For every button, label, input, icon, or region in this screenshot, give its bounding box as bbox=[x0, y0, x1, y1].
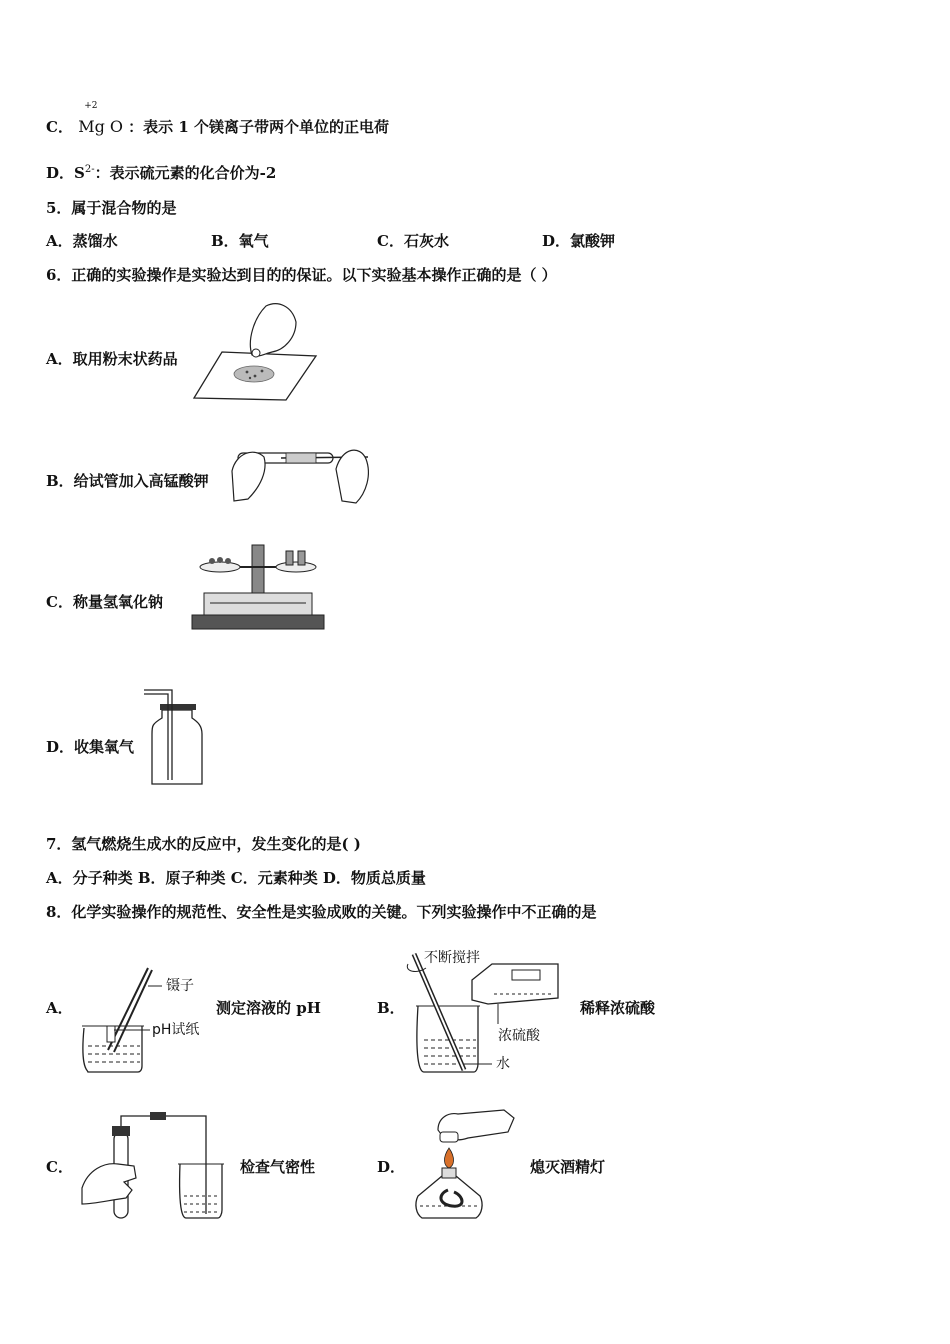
q5-option-c: C．石灰水 bbox=[377, 232, 449, 250]
q5-stem: 5．属于混合物的是 bbox=[46, 199, 177, 217]
q8-d-text: 熄灭酒精灯 bbox=[530, 1158, 606, 1176]
q8-c-prefix: C． bbox=[46, 1158, 73, 1176]
powder-illustration bbox=[192, 300, 322, 404]
balance-illustration bbox=[190, 543, 326, 631]
q8-a-text: 测定溶液的 pH bbox=[216, 999, 321, 1017]
q6-option-c: C．称量氢氧化钠 bbox=[46, 593, 163, 611]
q4-d-sup: 2- bbox=[84, 164, 95, 175]
water-caption: 水 bbox=[496, 1056, 510, 1072]
test-tube-illustration bbox=[226, 441, 376, 511]
q4-d-symbol: S bbox=[74, 164, 85, 182]
q4-d-prefix: D． bbox=[46, 164, 75, 182]
q8-a-prefix: A． bbox=[46, 999, 73, 1017]
conc-acid-caption: 浓硫酸 bbox=[498, 1028, 540, 1044]
stir-caption: 不断搅拌 bbox=[424, 950, 480, 966]
gas-bottle-illustration bbox=[142, 686, 212, 790]
q6-option-d: D．收集氧气 bbox=[46, 738, 135, 756]
q5-option-b: B．氧气 bbox=[211, 232, 269, 250]
dilute-acid-illustration bbox=[408, 944, 568, 1078]
q4-c-text: ：表示 1 个镁离子带两个单位的正电荷 bbox=[128, 118, 389, 136]
q8-c-text: 检查气密性 bbox=[240, 1158, 316, 1176]
q8-stem: 8．化学实验操作的规范性、安全性是实验成败的关键。下列实验操作中不正确的是 bbox=[46, 903, 597, 921]
q6-option-b: B．给试管加入高锰酸钾 bbox=[46, 472, 209, 490]
q4-option-d bbox=[46, 162, 276, 183]
tweezers-caption: 镊子 bbox=[166, 978, 194, 994]
ph-paper-caption: pH试纸 bbox=[152, 1022, 200, 1038]
q4-c-prefix: C． bbox=[46, 118, 73, 136]
mgo-charge: +2 bbox=[84, 101, 98, 111]
mgo-formula bbox=[78, 101, 128, 136]
q8-b-text: 稀释浓硫酸 bbox=[580, 999, 656, 1017]
q4-option-c bbox=[46, 101, 389, 137]
q6-option-a: A．取用粉末状药品 bbox=[46, 350, 178, 368]
q5-option-d: D．氯酸钾 bbox=[542, 232, 616, 250]
q7-options: A．分子种类 B．原子种类 C．元素种类 D．物质总质量 bbox=[46, 869, 426, 887]
mgo-main: Mg O bbox=[78, 117, 124, 136]
q7-stem: 7．氢气燃烧生成水的反应中，发生变化的是( ) bbox=[46, 835, 361, 853]
airtight-check-illustration bbox=[80, 1108, 230, 1222]
q8-d-prefix: D． bbox=[377, 1158, 406, 1176]
q8-b-prefix: B． bbox=[377, 999, 405, 1017]
ph-test-illustration bbox=[78, 960, 218, 1078]
q6-stem: 6．正确的实验操作是实验达到目的的保证。以下实验基本操作正确的是（ ） bbox=[46, 266, 557, 284]
alcohol-lamp-illustration bbox=[408, 1102, 520, 1226]
q4-d-text: ：表示硫元素的化合价为-2 bbox=[94, 164, 277, 182]
q5-option-a: A．蒸馏水 bbox=[46, 232, 118, 250]
